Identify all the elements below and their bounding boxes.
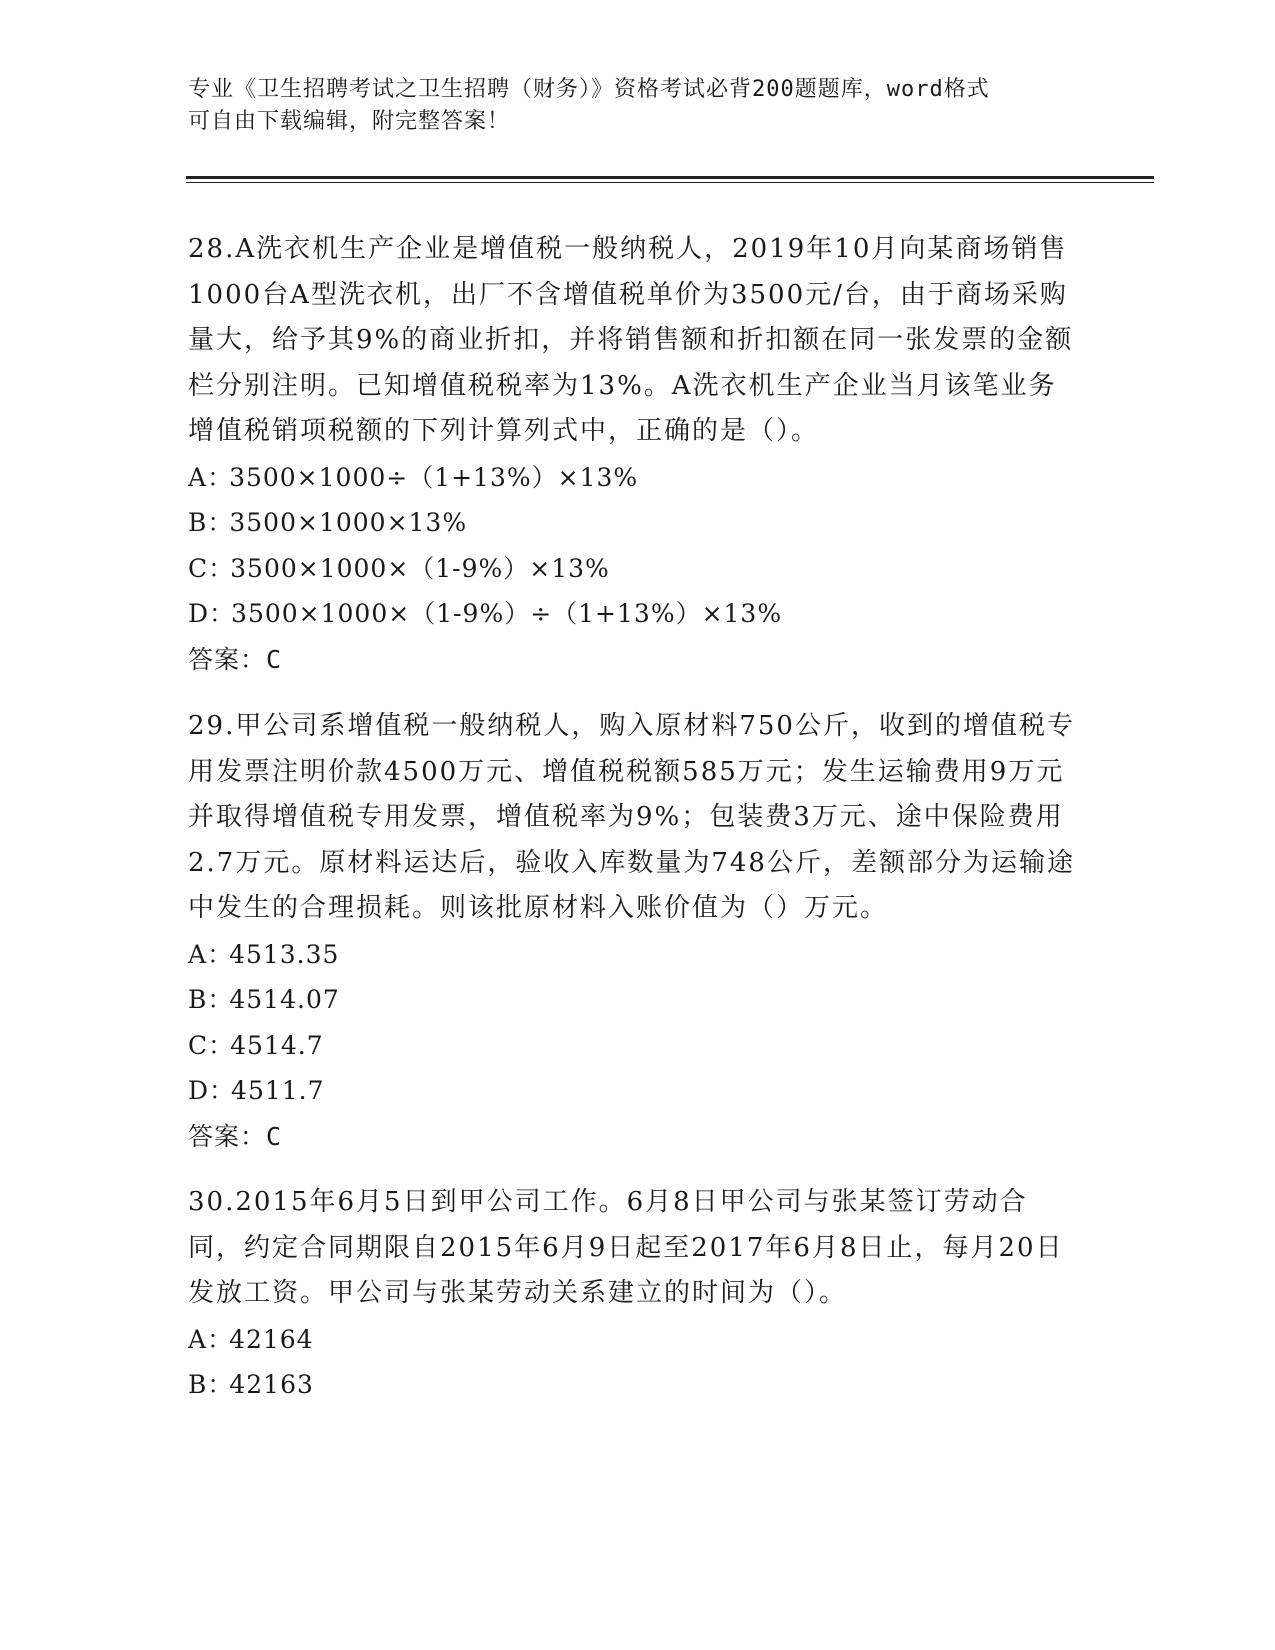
option-c: C：3500×1000×（1-9%）×13% <box>188 553 610 583</box>
option-text: 3500×1000÷（1+13%）×13% <box>229 462 639 492</box>
answer-line: 答案：C <box>188 1121 283 1151</box>
header-line-2: 可自由下载编辑，附完整答案！ <box>188 109 511 134</box>
question-stem: 29.甲公司系增值税一般纳税人，购入原材料750公斤，收到的增值税专用发票注明价款4500万元、增值税税额585万元；发生运输费用9万元并取得增值税专用发票，增值税率为9%；包装费3万元、途中保险费用2.7万元。原材料运达后，验收入库数量为748公斤，差额部分为运输途中发生的合理损耗。则该批原材料入账价值为（）万元。 <box>188 711 1075 923</box>
header-line-1: 专业《卫生招聘考试之卫生招聘（财务）》资格考试必背200题题库，word格式 <box>188 77 990 102</box>
option-text: 3500×1000×（1-9%）×13% <box>230 553 610 583</box>
option-list <box>188 1317 1078 1408</box>
option-list <box>188 932 1078 1114</box>
option-text: 3500×1000×13% <box>229 508 468 537</box>
question-30 <box>188 1180 1078 1408</box>
question-stem: 30.2015年6月5日到甲公司工作。6月8日甲公司与张某签订劳动合同，约定合同期限自2015年6月9日起至2017年6月8日止，每月20日发放工资。甲公司与张某劳动关系建立的时间为（）。 <box>188 1187 1064 1308</box>
header-divider-thick <box>186 176 1154 179</box>
option-a: A：3500×1000÷（1+13%）×13% <box>188 462 639 492</box>
option-d: D：4511.7 <box>188 1076 325 1105</box>
option-text: 4514.7 <box>230 1030 324 1060</box>
option-b: B：3500×1000×13% <box>188 508 468 537</box>
header-divider-thin <box>186 182 1154 183</box>
option-text: 4513.35 <box>229 939 340 969</box>
option-text: 4514.07 <box>229 985 340 1014</box>
answer-line: 答案：C <box>188 644 283 674</box>
answer-value: C <box>266 644 283 674</box>
option-b: B：4514.07 <box>188 985 340 1014</box>
option-text: 4511.7 <box>231 1076 325 1105</box>
answer-value: C <box>266 1121 283 1151</box>
question-28 <box>188 227 1078 682</box>
option-text: 3500×1000×（1-9%）÷（1+13%）×13% <box>231 599 783 628</box>
question-29 <box>188 704 1078 1159</box>
question-stem: 28.A洗衣机生产企业是增值税一般纳税人，2019年10月向某商场销售1000台A型洗衣机，出厂不含增值税单价为3500元/台，由于商场采购量大，给予其9%的商业折扣，并将销售额和折扣额在同一张发票的金额栏分别注明。已知增值税税率为13%。A洗衣机生产企业当月该笔业务增值税销项税额的下列计算列式中，正确的是（）。 <box>188 234 1074 446</box>
option-a: A：42164 <box>188 1324 314 1354</box>
option-list <box>188 455 1078 637</box>
option-text: 42163 <box>229 1370 314 1399</box>
option-c: C：4514.7 <box>188 1030 324 1060</box>
option-b: B：42163 <box>188 1370 314 1399</box>
option-d: D：3500×1000×（1-9%）÷（1+13%）×13% <box>188 599 783 628</box>
option-a: A：4513.35 <box>188 939 340 969</box>
option-text: 42164 <box>229 1324 314 1354</box>
document-header <box>188 74 1068 138</box>
